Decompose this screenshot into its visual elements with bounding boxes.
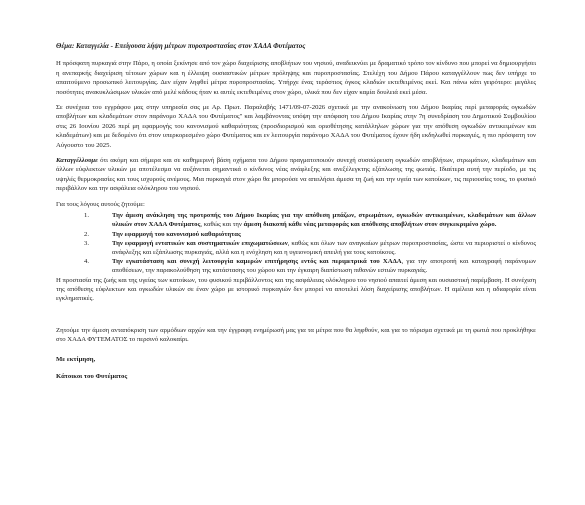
demand-item: 1. Την άμεση ανάκληση της προτροπής του Δήμου Ικαρίας για την απόθεση μπάζων, στρωμάτων, ογκωδών αντικειμένων, κλαδεμάτων και άλλων υλικών στον ΧΑΔΑ Φυτέματος, καθώς και την άμεση διακοπή κάθε νέας μεταφοράς και απόθεσης αποβλήτων στον συγκεκριμένο χώρο. bbox=[84, 212, 536, 229]
paragraph-protection: Η προστασία της ζωής και της υγείας των κατοίκων, του φυσικού περιβάλλοντος και της ασφάλειας ολόκληρου του νησιού απαιτεί άμεση και ουσιαστική παρέμβαση. Η συνέχιση της απόθεσης εύφλεκτων και ογκωδών υλικών σε έναν χώρο με ιστορικό πυρκαγιών δεν μπορεί να αποτελεί λύση διαχείρισης αποβλήτων. Η αμέλεια και η αδιαφορία είναι εγκληματικές. bbox=[56, 276, 536, 303]
regards: Με εκτίμηση, bbox=[56, 355, 96, 363]
letter-body bbox=[56, 42, 536, 381]
paragraph-complaint bbox=[56, 156, 536, 194]
signature: Κάτοικοι του Φυτέματος bbox=[56, 372, 128, 380]
demand-item: 2. Την εφαρμογή του κανονισμού καθαριότητας bbox=[84, 230, 241, 238]
subject-line: Θέμα: Καταγγελία - Επείγουσα λήψη μέτρων πυροπροστασίας στον ΧΑΔΑ Φυτέματος bbox=[56, 42, 306, 50]
paragraph-previous-letter: Σε συνέχεια του εγγράφου μας στην υπηρεσία σας με Αρ. Πρωτ. Παραλαβής 1471/09-07-2026 σχετικά με την ανακοίνωση του Δήμου Ικαρίας περί μεταφοράς ογκωδών αποβλήτων και κλαδεμάτων στον παράνομο ΧΑΔΑ του Φυτέματος" και λαμβάνοντας υπόψη την απόφαση του Δήμου Ικαρίας στην 7η συνεδρίαση του Δημοτικού Συμβουλίου στις 26 Ιουνίου 2026 περί μη εφαρμογής του κανονισμού καθαριότητας (προσδιορισμού και οριοθέτησης κατάλληλων χώρων για την απόθεση ογκωδών αντικειμένων και κλαδεμάτων) και με δεδομένο ότι στον υπερκορεσμένο χώρο Φυτέματος και εν λειτουργία παράνομο ΧΑΔΑ του Φυτέματος έχουν ήδη εκδηλωθεί πυρκαγιές, η πιο πρόσφατη τον Αύγουστο του 2025. bbox=[56, 104, 536, 149]
demand-item: 4. Την εγκατάσταση και συνεχή λειτουργία καμερών επιτήρησης εντός και περιμετρικά του ΧΑΔΑ, για την αποτροπή και καταγραφή παράνομων αποθέσεων, την παρακολούθηση της κατάστασης του χώρου και την έγκαιρη διαπίστωση πιθανών εστιών πυρκαγιάς. bbox=[84, 258, 536, 275]
paragraph-request: Ζητούμε την άμεση ανταπόκριση των αρμόδιων αρχών και την έγγραφη ενημέρωσή μας για τα μέτρα που θα ληφθούν, και για το πόρισμα σχετικά με τη φωτιά που προκλήθηκε στο ΧΑΔΑ ΦΥΤΕΜΑΤΟΣ το περσινό καλοκαίρι. bbox=[56, 326, 536, 344]
complaint-text: ότι ακόμη και σήμερα και σε καθημερινή βάση οχήματα του Δήμου πραγματοποιούν συνεχή συσσώρευση ογκωδών αποβλήτων, στρωμάτων, κλαδεμάτων και άλλων εύφλεκτων υλικών με αποτέλεσμα να αυξάνεται σημαντικά ο κίνδυνος νέας ανάφλεξης και ανεξέλεγκτης εξάπλωσης της φωτιάς. Ιδιαίτερα αυτή την περίοδο, με τις υψηλές θερμοκρασίες και τους ισχυρούς ανέμους. Μια πυρκαγιά στον χώρο θα μπορούσε να απειλήσει άμεσα τη ζωή και την υγεία των κατοίκων, τις περιουσίες τους, το φυσικό περιβάλλον και την ασφάλεια ολόκληρου του νησιού. bbox=[56, 157, 536, 193]
complaint-lead: Καταγγέλλουμε bbox=[56, 157, 98, 165]
demands-list bbox=[56, 211, 536, 275]
paragraph-paros-fire: Η πρόσφατη πυρκαγιά στην Πάρο, η οποία ξεκίνησε από τον χώρο διαχείρισης αποβλήτων του νησιού, αναδεικνύει με δραματικό τρόπο τον κίνδυνο που μπορεί να δημιουργήσει η ανεπαρκής διαχείριση τέτοιων χώρων και η έλλειψη ουσιαστικών μέτρων πρόληψης και πυροπροστασίας. Στελέχη του Δήμου Πάρου καταγγέλλουν πως δεν υπήρχε το απαιτούμενο προσωπικό λειτουργίας. Δεν είχαν ληφθεί μέτρα πυροπροστασίας. Υπήρχε ένας τεράστιος όγκος κλαδιών εκτεθειμένος εκεί. Και πάνω κάτι γειρότερο: μεγάλες ποσότητες ανακυκλώσιμων υλικών από μελέ κάδους ήταν κι αυτές εκτεθειμένες στον χώρο, υλικά που δεν είχαν καμία δουλειά εκεί μέσα. bbox=[56, 60, 536, 96]
demands-intro: Για τους λόγους αυτούς ζητούμε: bbox=[56, 200, 145, 208]
demand-item: 3. Την εφαρμογή εντατικών και συστηματικών επιχωματώσεων, καθώς και όλων των αναγκαίων μέτρων πυροπροστασίας, ώστε να περιοριστεί ο κίνδυνος ανάφλεξης και εξάπλωσης πυρκαγιάς, αλλά και η ενόχληση και η υγειονομική απειλή για τους κατοίκους. bbox=[84, 239, 536, 256]
